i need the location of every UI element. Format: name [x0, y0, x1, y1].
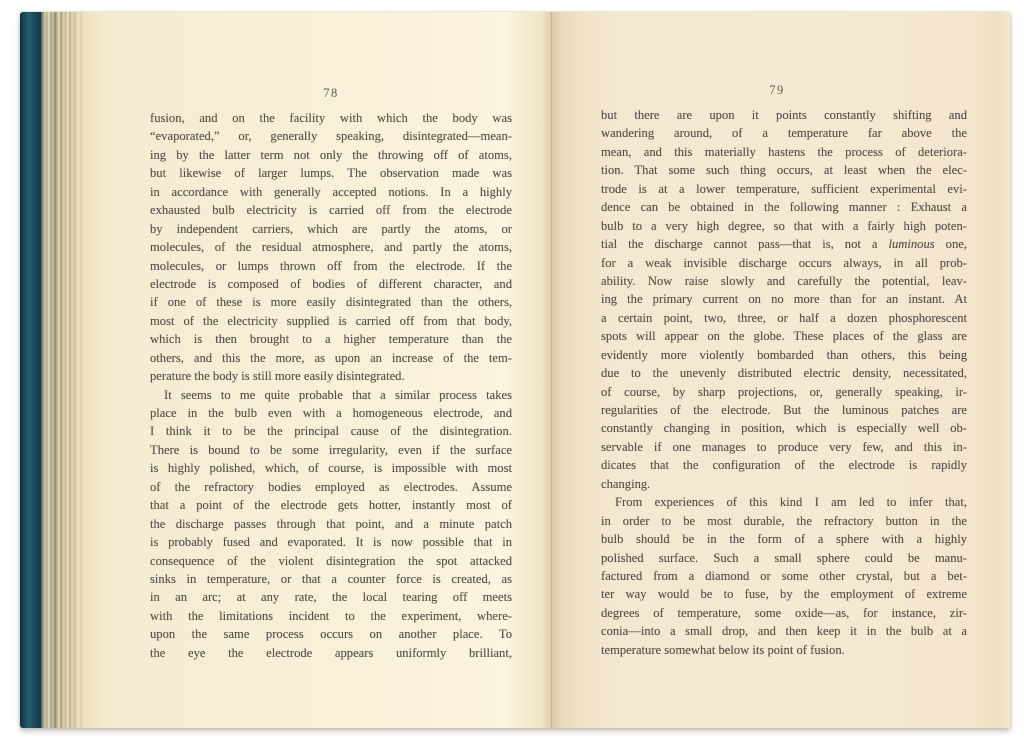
text-line: a certain point, two, three, or half a dozen phosphorescent: [601, 310, 967, 325]
open-book-photo: [20, 12, 1010, 728]
text-line: by independent carriers, which are partly the atoms, or: [150, 221, 512, 236]
text-line: fusion, and on the facility with which the body was: [150, 111, 512, 125]
text-line: that a point of the electrode gets hotter, instantly most of: [150, 498, 512, 513]
text-line: the discharge passes through that point, and a minute patch: [150, 516, 512, 531]
text-line: temperature somewhat below its point of fusion.: [601, 642, 845, 657]
book-cover-spine-edge: [20, 12, 41, 728]
text-line: “evaporated,” or, generally speaking, disintegrated—mean-: [150, 129, 512, 144]
text-line: in order to be most durable, the refractory button in the: [601, 513, 967, 528]
text-line: sinks in temperature, or that a counter force is created, as: [150, 571, 512, 586]
text-line: with the limitations incident to the experiment, where-: [150, 608, 512, 623]
text-line: degrees of temperature, some oxide—as, for instance, zir-: [601, 605, 967, 620]
text-line: factured from a diamond or some other crystal, but a bet-: [601, 568, 967, 583]
text-line: mean, and this materially hastens the process of deteriora-: [601, 144, 967, 159]
left-page-text: [150, 109, 512, 662]
text-line: most of the electricity supplied is carried off from that body,: [150, 313, 512, 328]
text-line: wandering around, of a temperature far above the: [601, 126, 967, 141]
text-line: bulb to a very high degree, so that with a fairly high poten-: [601, 218, 967, 233]
text-line: changing.: [601, 476, 651, 491]
text-line: trode is at a lower temperature, sufficient experimental evi-: [601, 181, 967, 196]
text-line: ing the primary current on no more than for an instant. At: [601, 292, 967, 307]
text-line: is highly polished, which, of course, is impossible with most: [150, 461, 512, 476]
text-line: in accordance with generally accepted notions. In a highly: [150, 184, 512, 199]
text-line: regularities of the electrode. But the luminous patches are: [601, 403, 967, 417]
text-line: of course, by sharp projections, or, generally speaking, ir-: [601, 384, 967, 399]
text-line: is probably fused and evaporated. It is now possible that in: [150, 535, 512, 550]
text-line: tion. That some such thing occurs, at least when the elec-: [601, 163, 967, 178]
page-number-left: 78: [323, 86, 339, 100]
text-line: There is bound to be some irregularity, even if the surface: [150, 442, 512, 457]
page-number-right: 79: [769, 83, 785, 97]
text-line: dicates that the configuration of the electrode is rapidly: [601, 458, 967, 473]
text-line: upon the same process occurs on another place. To: [150, 627, 512, 642]
text-line: servable if one manages to produce very few, and this in-: [601, 439, 967, 454]
right-page-text: [601, 106, 967, 659]
left-page: [85, 12, 551, 728]
text-line: bulb should be in the form of a sphere with a highly: [601, 532, 967, 547]
text-line: It seems to me quite probable that a similar process takes: [164, 387, 512, 402]
text-line: I think it to be the principal cause of the disintegration.: [150, 424, 512, 439]
text-line: spots will appear on the globe. These places of the glass are: [601, 329, 967, 344]
text-line: evidently more violently bombarded than others, this being: [601, 347, 967, 362]
text-line: others, and this the more, as upon an increase of the tem-: [150, 350, 512, 365]
right-page: [551, 12, 1010, 728]
text-line: ability. Now raise slowly and carefully the potential, leav-: [601, 273, 967, 288]
text-line: polished surface. Such a small sphere could be manu-: [601, 550, 967, 565]
text-line: electrode is composed of bodies of different character, and: [150, 276, 512, 291]
text-line: which is then brought to a higher temperature than the: [150, 332, 512, 347]
text-line: but there are upon it points constantly shifting and: [601, 108, 967, 122]
text-line: if one of these is more easily disintegrated than the others,: [150, 295, 512, 310]
text-line: perature the body is still more easily disintegrated.: [150, 369, 405, 384]
text-line: tial the discharge cannot pass—that is, not a luminous one,: [601, 237, 968, 252]
text-line: place in the bulb even with a homogeneous electrode, and: [150, 406, 512, 420]
page-edges-stack: [41, 12, 85, 728]
text-line: From experiences of this kind I am led to infer that,: [615, 495, 967, 510]
text-line: conia—into a small drop, and then keep it in the bulb at a: [601, 624, 967, 639]
text-line: consequence of the violent disintegration the spot attacked: [150, 553, 512, 568]
text-line: dence can be obtained in the following manner : Exhaust a: [601, 200, 967, 215]
text-line: the eye the electrode appears uniformly brilliant,: [150, 645, 512, 660]
text-line: in an arc; at any rate, the local tearing off meets: [150, 590, 512, 605]
text-line: molecules, of the residual atmosphere, and partly the atoms,: [150, 240, 512, 255]
text-line: ter way would be to fuse, by the employment of extreme: [601, 587, 967, 602]
text-line: ing by the latter term not only the throwing off of atoms,: [150, 147, 512, 162]
text-line: constantly changing in position, which is especially well ob-: [601, 421, 967, 436]
text-line: of the refractory bodies employed as electrodes. Assume: [150, 479, 512, 494]
text-line: exhausted bulb electricity is carried off from the electrode: [150, 203, 512, 218]
text-line: but likewise of larger lumps. The observation made was: [150, 166, 512, 181]
text-line: for a weak invisible discharge occurs always, in all prob-: [601, 255, 967, 270]
text-line: molecules, or lumps thrown off from the electrode. If the: [150, 258, 512, 273]
text-line: due to the unevenly distributed electric density, necessitated,: [601, 366, 967, 381]
